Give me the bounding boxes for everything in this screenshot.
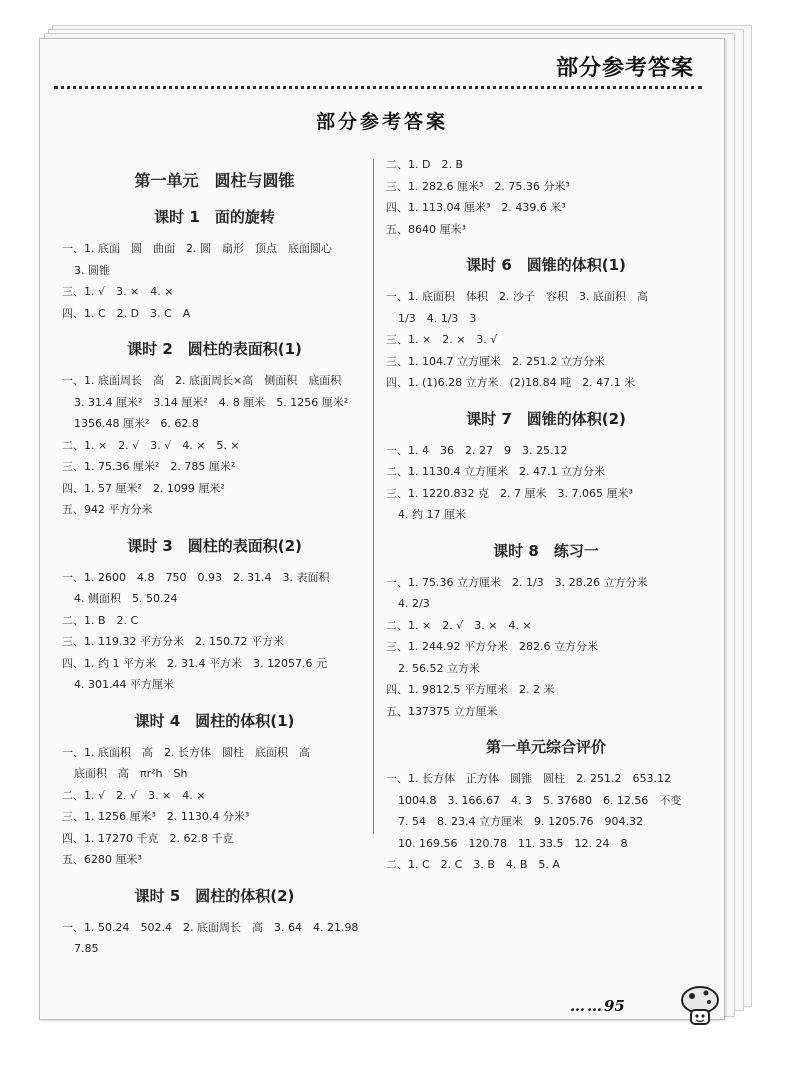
answer-line: 7.85	[74, 942, 99, 955]
page-number-value: 95	[604, 997, 625, 1015]
mushroom-mascot-icon	[680, 984, 720, 1028]
answer-line: 一、1. 底面周长 高 2. 底面周长×高 侧面积 底面积	[62, 374, 342, 387]
answer-line: 二、1. C 2. C 3. B 4. B 5. A	[386, 858, 560, 871]
answer-line: 五、942 平方分米	[62, 503, 153, 516]
answer-line: 1004.8 3. 166.67 4. 3 5. 37680 6. 12.56 不变	[398, 793, 682, 807]
answer-line: 一、1. 75.36 立方厘米 2. 1/3 3. 28.26 立方分米	[386, 575, 648, 589]
answer-line: 五、8640 厘米³	[386, 222, 466, 236]
column-divider	[373, 159, 374, 834]
answer-line: 二、1. B 2. C	[62, 613, 139, 627]
header-title: 部分参考答案	[555, 55, 694, 81]
answer-line: 三、1. 244.92 平方分米 282.6 立方分米	[386, 640, 598, 653]
answer-line: 1356.48 厘米² 6. 62.8	[74, 417, 199, 430]
answer-line: 2. 56.52 立方米	[398, 661, 480, 675]
lesson-heading: 课时 2 圆柱的表面积(1)	[127, 340, 302, 358]
lesson-heading: 课时 6 圆锥的体积(1)	[466, 256, 626, 274]
left-answer-column	[62, 164, 367, 960]
answer-page	[39, 38, 725, 1020]
answer-line: 三、1. 1256 厘米³ 2. 1130.4 分米³	[62, 810, 250, 823]
answer-line: 4. 约 17 厘米	[398, 508, 466, 521]
answer-line: 3. 31.4 厘米² 3.14 厘米² 4. 8 厘米 5. 1256 厘米²	[74, 395, 349, 409]
answer-line: 三、1. 75.36 厘米² 2. 785 厘米²	[62, 460, 236, 473]
lesson-heading: 课时 4 圆柱的体积(1)	[134, 711, 295, 730]
answer-line: 五、6280 厘米³	[62, 853, 142, 866]
answer-line: 四、1. (1)6.28 立方米 (2)18.84 吨 2. 47.1 米	[386, 376, 636, 389]
answer-line: 四、1. 113.04 厘米³ 2. 439.6 米³	[386, 201, 566, 214]
page-number-dots: ……	[570, 997, 604, 1015]
answer-line: 三、1. 119.32 平方分米 2. 150.72 平方米	[62, 635, 284, 648]
answer-line: 一、1. 50.24 502.4 2. 底面周长 高 3. 64 4. 21.98	[62, 920, 359, 934]
lesson-heading: 课时 5 圆柱的体积(2)	[134, 886, 295, 905]
answer-line: 二、1. √ 2. √ 3. × 4. ×	[62, 788, 206, 802]
answer-line: 一、1. 底面 圆 曲面 2. 圆 扇形 顶点 底面圆心	[62, 242, 332, 255]
answer-line: 四、1. 17270 千克 2. 62.8 千克	[62, 831, 234, 845]
answer-line: 三、1. √ 3. × 4. ×	[62, 285, 174, 298]
page-title: 部分参考答案	[315, 111, 448, 133]
right-answer-column	[386, 154, 706, 876]
answer-line: 4. 2/3	[398, 597, 430, 610]
header-dotted-rule	[54, 86, 702, 89]
answer-line: 二、1. × 2. √ 3. × 4. ×	[386, 618, 532, 632]
answer-line: 三、1. 282.6 厘米³ 2. 75.36 分米³	[386, 179, 570, 193]
unit-heading: 第一单元 圆柱与圆锥	[134, 171, 295, 190]
answer-line: 三、1. × 2. × 3. √	[386, 333, 498, 346]
lesson-heading: 课时 3 圆柱的表面积(2)	[127, 536, 302, 555]
answer-line: 二、1. × 2. √ 3. √ 4. × 5. ×	[62, 438, 240, 452]
answer-line: 四、1. C 2. D 3. C A	[62, 306, 191, 320]
answer-line: 4. 侧面积 5. 50.24	[74, 592, 178, 605]
answer-line: 一、1. 4 36 2. 27 9 3. 25.12	[386, 443, 568, 457]
answer-line: 二、1. D 2. B	[386, 158, 463, 171]
answer-line: 五、137375 立方厘米	[386, 704, 498, 718]
answer-line: 4. 301.44 平方厘米	[74, 678, 174, 691]
lesson-heading: 课时 8 练习一	[493, 541, 599, 560]
answer-line: 四、1. 9812.5 平方厘米 2. 2 米	[386, 683, 555, 696]
answer-line: 7. 54 8. 23.4 立方厘米 9. 1205.76 904.32	[398, 815, 643, 828]
answer-line: 一、1. 底面积 体积 2. 沙子 容积 3. 底面积 高	[386, 290, 648, 303]
answer-line: 1/3 4. 1/3 3	[398, 311, 477, 325]
page-number	[570, 997, 625, 1015]
answer-line: 三、1. 104.7 立方厘米 2. 251.2 立方分米	[386, 354, 605, 368]
lesson-heading: 课时 7 圆锥的体积(2)	[466, 409, 626, 428]
answer-line: 一、1. 底面积 高 2. 长方体 圆柱 底面积 高	[62, 745, 310, 759]
answer-line: 10. 169.56 120.78 11. 33.5 12. 24 8	[398, 836, 628, 850]
answer-line: 一、1. 长方体 正方体 圆锥 圆柱 2. 251.2 653.12	[386, 772, 671, 785]
answer-line: 四、1. 约 1 平方米 2. 31.4 平方米 3. 12057.6 元	[62, 656, 327, 670]
answer-line: 3. 圆锥	[74, 263, 110, 277]
lesson-heading: 第一单元综合评价	[485, 738, 606, 756]
lesson-heading: 课时 1 面的旋转	[154, 208, 275, 226]
answer-line: 底面积 高 πr²h Sh	[74, 767, 188, 780]
answer-line: 四、1. 57 厘米² 2. 1099 厘米²	[62, 481, 225, 495]
answer-line: 二、1. 1130.4 立方厘米 2. 47.1 立方分米	[386, 465, 605, 478]
answer-line: 一、1. 2600 4.8 750 0.93 2. 31.4 3. 表面积	[62, 570, 330, 584]
answer-line: 三、1. 1220.832 克 2. 7 厘米 3. 7.065 厘米³	[386, 486, 633, 500]
